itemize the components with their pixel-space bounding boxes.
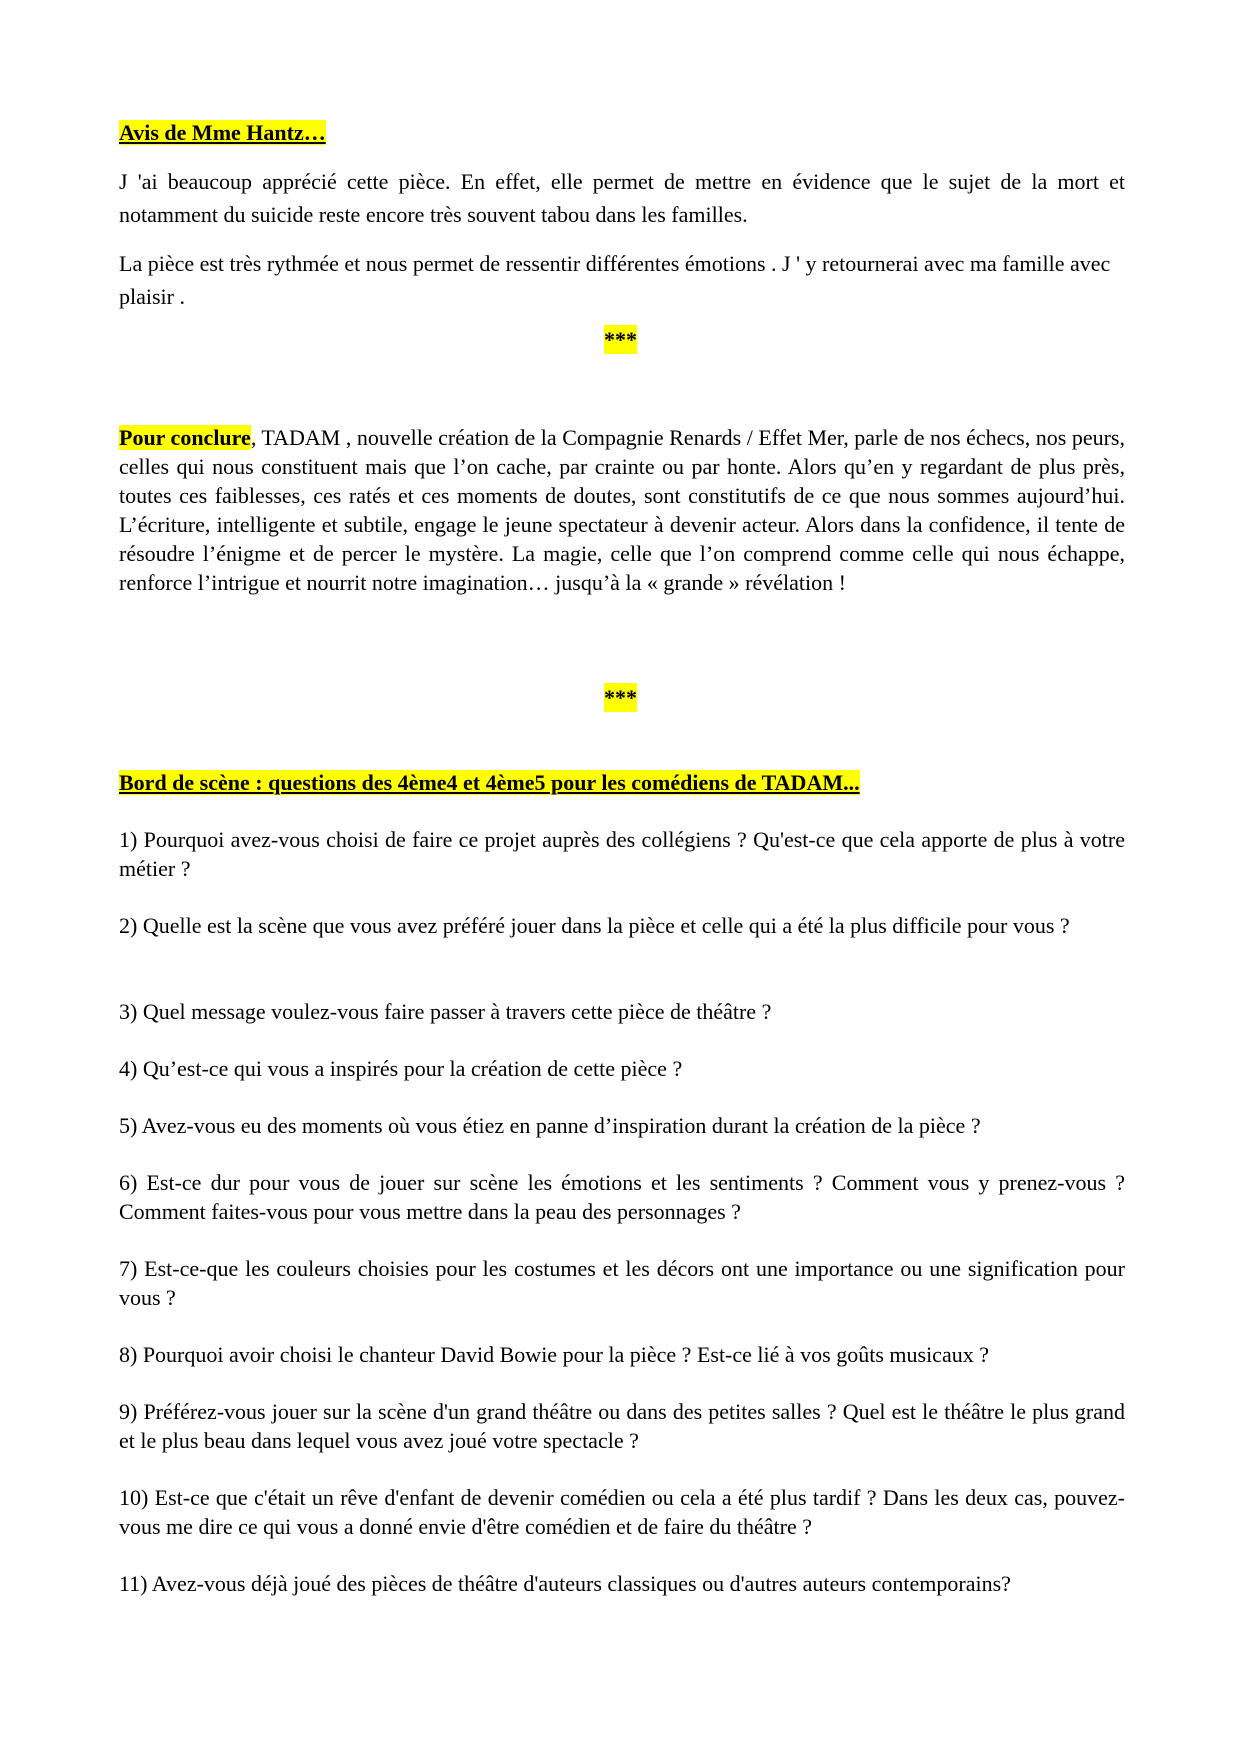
- separator-2: [0, 683, 1241, 712]
- question-3: 3) Quel message voulez-vous faire passer à travers cette pièce de théâtre ?: [119, 999, 772, 1024]
- question-11: 11) Avez-vous déjà joué des pièces de théâtre d'auteurs classiques ou d'autres auteurs contemporains?: [119, 1571, 1011, 1596]
- separator-1-text: ***: [604, 327, 637, 352]
- question-7: 7) Est-ce-que les couleurs choisies pour les costumes et les décors ont une importance ou une signification pour vous ?: [119, 1256, 1125, 1310]
- question-9: 9) Préférez-vous jouer sur la scène d'un grand théâtre ou dans des petites salles ? Quel est le théâtre le plus grand et le plus beau dans lequel vous avez joué votre spectacle ?: [119, 1399, 1125, 1453]
- avis-paragraph-1: J 'ai beaucoup apprécié cette pièce. En effet, elle permet de mettre en évidence que le sujet de la mort et notamment du suicide reste encore très souvent tabou dans les familles.: [119, 169, 1125, 227]
- bord-heading: [119, 768, 1125, 797]
- question-10: 10) Est-ce que c'était un rêve d'enfant de devenir comédien ou cela a été plus tardif ? Dans les deux cas, pouvez-vous me dire ce qui vous a donné envie d'être comédien et de faire du théâtre ?: [119, 1485, 1125, 1539]
- question-6: 6) Est-ce dur pour vous de jouer sur scène les émotions et les sentiments ? Comment vous y prenez-vous ? Comment faites-vous pour vous mettre dans la peau des personnages ?: [119, 1170, 1125, 1224]
- bord-heading-text: Bord de scène : questions des 4ème4 et 4ème5 pour les comédiens de TADAM...: [119, 770, 860, 795]
- separator-1: [0, 325, 1241, 354]
- conclusion-lead: Pour conclure: [119, 425, 251, 450]
- avis-heading-text: Avis de Mme Hantz…: [119, 120, 326, 145]
- question-5: 5) Avez-vous eu des moments où vous étiez en panne d’inspiration durant la création de la pièce ?: [119, 1113, 981, 1138]
- question-8: 8) Pourquoi avoir choisi le chanteur David Bowie pour la pièce ? Est-ce lié à vos goûts musicaux ?: [119, 1342, 989, 1367]
- question-4: 4) Qu’est-ce qui vous a inspirés pour la création de cette pièce ?: [119, 1056, 683, 1081]
- conclusion-text: , TADAM , nouvelle création de la Compagnie Renards / Effet Mer, parle de nos échecs, nos peurs, celles qui nous constituent mais que l’on cache, par crainte ou par honte. Alors qu’en y regardant de plus près, toutes ces faiblesses, ces ratés et ces moments de doutes, sont constitutifs de ce que nous sommes aujourd’hui. L’écriture, intelligente et subtile, engage le jeune spectateur à devenir acteur. Alors dans la confidence, il tente de résoudre l’énigme et de percer le mystère. La magie, celle que l’on comprend comme celle qui nous échappe, renforce l’intrigue et nourrit notre imagination… jusqu’à la « grande » révélation !: [119, 425, 1125, 595]
- avis-heading: [119, 118, 1125, 147]
- separator-2-text: ***: [604, 685, 637, 710]
- question-1: 1) Pourquoi avez-vous choisi de faire ce projet auprès des collégiens ? Qu'est-ce que cela apporte de plus à votre métier ?: [119, 827, 1125, 881]
- avis-paragraph-2: La pièce est très rythmée et nous permet de ressentir différentes émotions . J ' y retournerai avec ma famille avec plaisir .: [119, 251, 1111, 309]
- question-2: 2) Quelle est la scène que vous avez préféré jouer dans la pièce et celle qui a été la plus difficile pour vous ?: [119, 913, 1070, 938]
- conclusion-paragraph: [119, 423, 1125, 597]
